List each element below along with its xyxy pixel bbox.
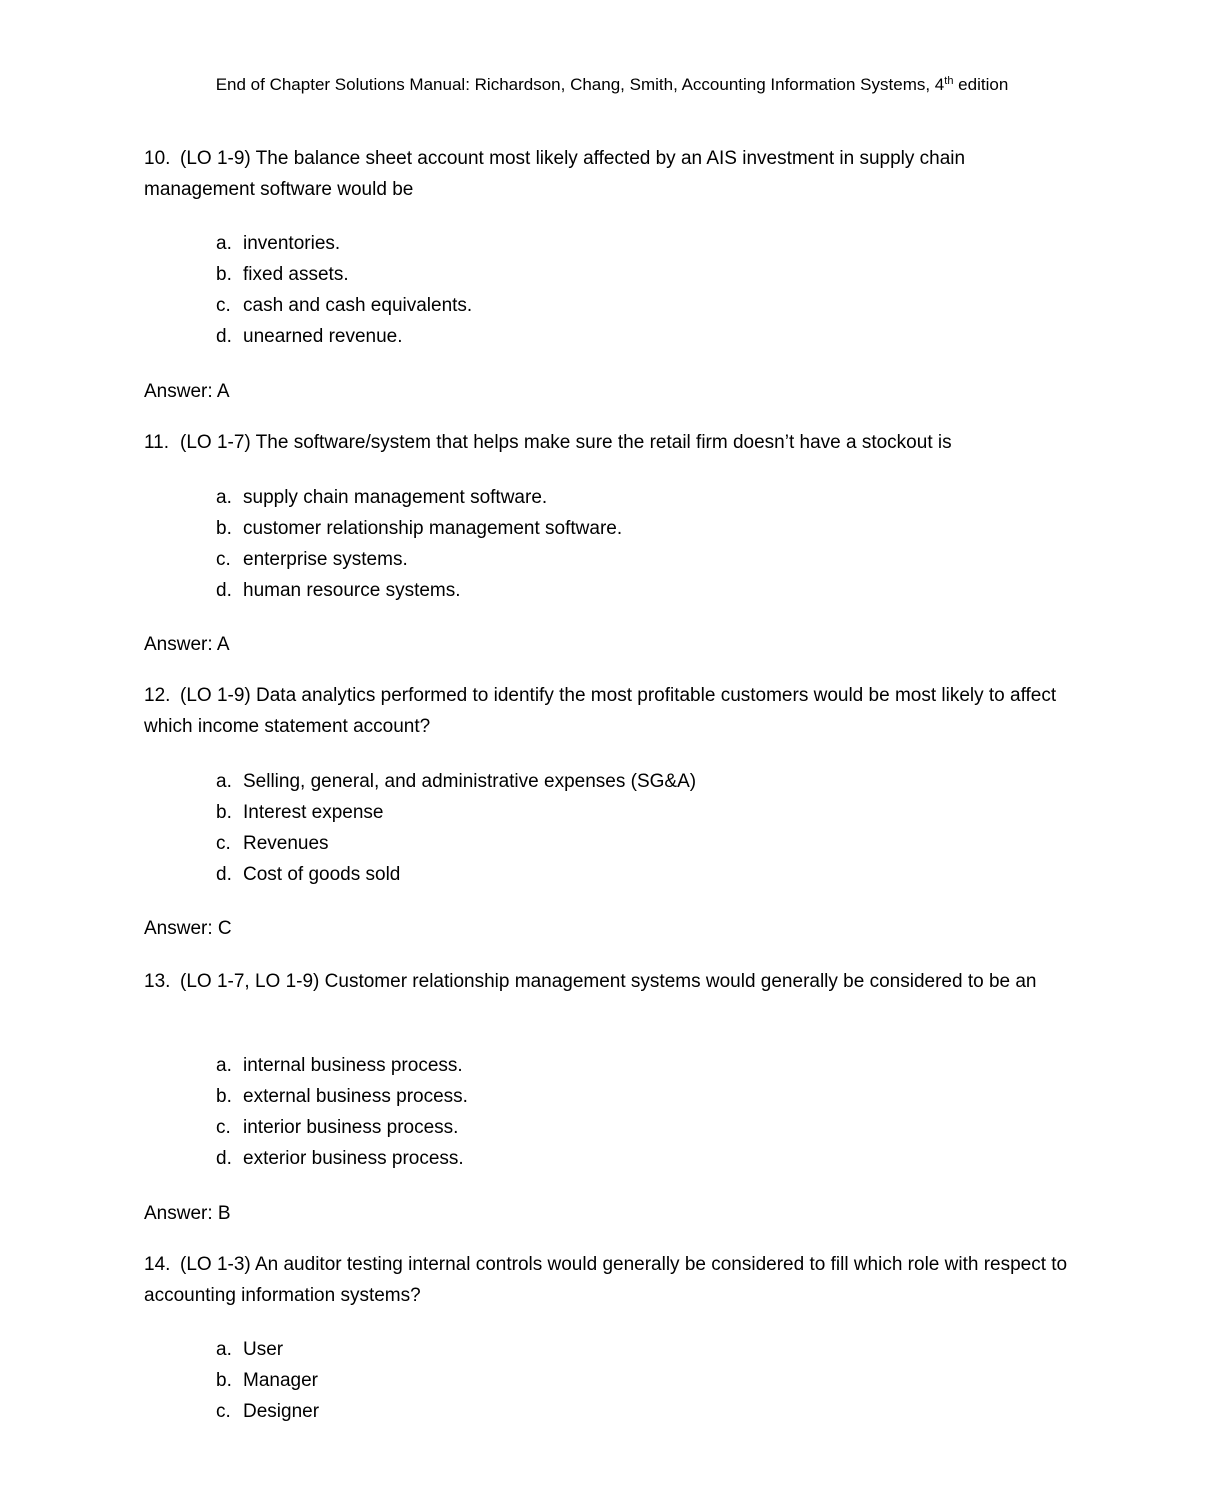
option-text: supply chain management software. [243,487,548,508]
option-letter: b. [216,264,232,285]
option-letter: d. [216,580,232,601]
option [216,259,1056,290]
question-text: (LO 1-7, LO 1-9) Customer relationship management systems would generally be considered to be an [180,971,1037,992]
question-text: (LO 1-7) The software/system that helps make sure the retail firm doesn’t have a stockout is [180,432,952,453]
option-text: human resource systems. [243,580,461,601]
question-11-options [216,482,1056,606]
option-text: inventories. [243,233,341,254]
option-letter: c. [216,1117,231,1138]
option [216,828,1056,859]
question-number: 12. [144,685,171,706]
option [216,766,1056,797]
question-number: 10. [144,148,171,169]
option [216,797,1056,828]
question-text: (LO 1-9) Data analytics performed to identify the most profitable customers would be most likely to affect which income statement account? [144,685,1057,737]
answer-13: Answer: B [144,1203,231,1224]
question-13 [144,966,1074,997]
option [216,321,1056,352]
option-text: internal business process. [243,1055,463,1076]
option [216,513,1056,544]
question-14 [144,1249,1074,1311]
option-letter: a. [216,1339,232,1360]
question-text: (LO 1-9) The balance sheet account most likely affected by an AIS investment in supply chain management software would be [144,148,966,200]
option [216,482,1056,513]
question-12 [144,680,1074,742]
option [216,1081,1056,1112]
option [216,228,1056,259]
question-text: (LO 1-3) An auditor testing internal controls would generally be considered to fill which role with respect to accounting information systems? [144,1254,1068,1306]
question-13-options [216,1050,1056,1174]
option-text: fixed assets. [243,264,349,285]
option-text: unearned revenue. [243,326,403,347]
page-header [0,74,1224,96]
option-letter: d. [216,326,232,347]
option-letter: d. [216,1148,232,1169]
answer-11: Answer: A [144,634,230,655]
option-text: Cost of goods sold [243,864,401,885]
option-text: Designer [243,1401,320,1422]
option-letter: c. [216,549,231,570]
option-text: Revenues [243,833,329,854]
option-letter: a. [216,233,232,254]
option [216,544,1056,575]
answer-10: Answer: A [144,381,230,402]
option-letter: b. [216,1370,232,1391]
option [216,1365,1056,1396]
option-letter: c. [216,1401,231,1422]
question-number: 14. [144,1254,171,1275]
option [216,1334,1056,1365]
header-suffix: edition [953,75,1009,94]
option-text: interior business process. [243,1117,459,1138]
option-text: Interest expense [243,802,384,823]
option [216,859,1056,890]
option-letter: b. [216,802,232,823]
question-10 [144,143,1074,205]
option-letter: d. [216,864,232,885]
option-text: Selling, general, and administrative expenses (SG&A) [243,771,697,792]
option-text: cash and cash equivalents. [243,295,473,316]
option [216,575,1056,606]
answer-12: Answer: C [144,918,232,939]
option-text: external business process. [243,1086,468,1107]
option-letter: b. [216,1086,232,1107]
option-letter: a. [216,487,232,508]
option-letter: c. [216,295,231,316]
header-superscript: th [944,75,954,87]
question-number: 13. [144,971,171,992]
option-letter: c. [216,833,231,854]
header-text: End of Chapter Solutions Manual: Richardson, Chang, Smith, Accounting Information Systems, 4 [215,75,945,94]
question-11 [144,427,1074,458]
question-number: 11. [144,432,170,453]
option-text: exterior business process. [243,1148,464,1169]
option [216,1112,1056,1143]
option [216,1396,1056,1427]
option-letter: a. [216,1055,232,1076]
option-text: Manager [243,1370,318,1391]
option-letter: a. [216,771,232,792]
option [216,290,1056,321]
option-letter: b. [216,518,232,539]
option-text: customer relationship management software. [243,518,623,539]
option-text: enterprise systems. [243,549,408,570]
option [216,1143,1056,1174]
question-14-options [216,1334,1056,1427]
question-12-options [216,766,1056,890]
question-10-options [216,228,1056,352]
option [216,1050,1056,1081]
option-text: User [243,1339,284,1360]
